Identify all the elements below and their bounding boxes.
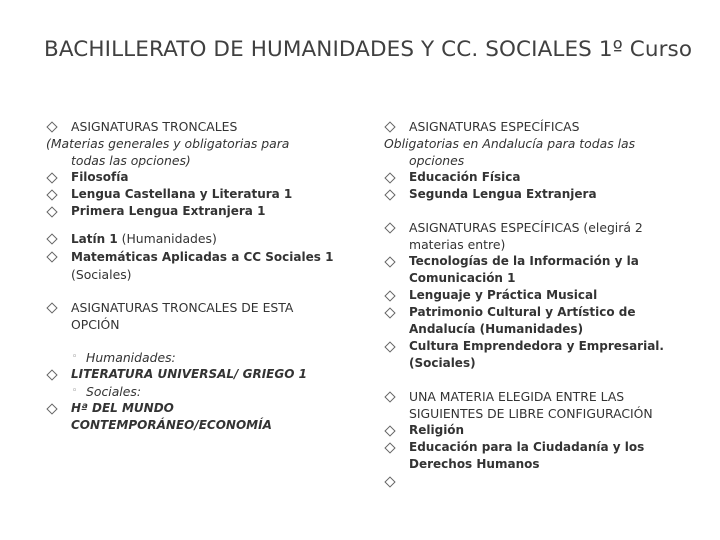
list-item <box>46 299 366 316</box>
opcion-heading-line2: OPCIÓN <box>71 317 120 332</box>
subject-cultura-emprendedora: Cultura Emprendedora y Empresarial.(Sociales) <box>409 339 664 370</box>
list-item <box>46 203 366 220</box>
circle-bullet-icon: ◦ <box>72 386 78 396</box>
list-item <box>384 422 684 439</box>
especificas-note <box>384 135 684 152</box>
list-item <box>46 186 366 203</box>
list-item <box>46 169 366 186</box>
especificas-note-cont <box>384 152 684 169</box>
elegir-heading-line2: materias entre) <box>409 237 506 252</box>
troncales-note-line1: (Materias generales y obligatorias para <box>46 136 290 151</box>
list-item <box>384 219 684 236</box>
list-item <box>384 287 684 304</box>
bullet-icon <box>46 230 60 249</box>
left-column <box>46 118 366 434</box>
subject-latin: Latín 1 <box>71 232 118 246</box>
subject-matematicas: Matemáticas Aplicadas a CC Sociales 1 <box>71 250 334 264</box>
list-item <box>384 186 684 203</box>
bullet-icon <box>384 304 398 323</box>
bullet-icon <box>384 388 398 407</box>
especificas-heading: ASIGNATURAS ESPECÍFICAS <box>409 119 580 134</box>
troncales-note-cont <box>46 152 366 169</box>
subject-primera-lengua: Primera Lengua Extranjera 1 <box>71 204 266 218</box>
matematicas-note: (Sociales) <box>71 267 132 282</box>
bullet-icon <box>384 439 398 458</box>
page-title: BACHILLERATO DE HUMANIDADES Y CC. SOCIALES 1º Curso <box>44 37 693 62</box>
humanidades-label: Humanidades: <box>86 350 176 365</box>
opcion-heading: ASIGNATURAS TRONCALES DE ESTA <box>71 300 294 315</box>
subject-tic: Tecnologías de la Información y la Comunicación 1 <box>409 254 639 285</box>
list-item <box>384 439 684 473</box>
bullet-icon <box>384 338 398 357</box>
troncales-heading: ASIGNATURAS TRONCALES <box>71 119 238 134</box>
list-item <box>384 304 684 338</box>
bullet-icon <box>384 186 398 205</box>
list-item <box>384 118 684 135</box>
subject-religion: Religión <box>409 423 465 437</box>
bullet-icon <box>384 253 398 272</box>
bullet-icon <box>46 203 60 222</box>
list-item <box>46 366 366 383</box>
especificas-note-line2: opciones <box>409 153 465 168</box>
subject-educacion-fisica: Educación Física <box>409 170 521 184</box>
list-item <box>384 338 684 372</box>
list-item <box>384 388 684 422</box>
list-item <box>46 400 366 417</box>
list-item <box>46 118 366 135</box>
list-item <box>46 248 366 266</box>
especificas-note-line1: Obligatorias en Andalucía para todas las <box>384 136 636 151</box>
subject-segunda-lengua: Segunda Lengua Extranjera <box>409 187 597 201</box>
matematicas-note-row <box>46 266 366 283</box>
list-item-empty <box>384 473 684 490</box>
opcion-heading-cont <box>46 316 366 333</box>
list-item <box>46 230 366 248</box>
subject-lenguaje-musical: Lenguaje y Práctica Musical <box>409 288 598 302</box>
sub-item-humanidades <box>46 349 366 366</box>
list-item <box>384 253 684 287</box>
troncales-note <box>46 135 366 152</box>
subject-patrimonio: Patrimonio Cultural y Artístico de Andalucía (Humanidades) <box>409 305 636 336</box>
elegir-heading-cont <box>384 236 684 253</box>
sociales-item-cont <box>46 417 366 434</box>
bullet-icon <box>384 473 398 492</box>
sociales-label: Sociales: <box>86 384 141 399</box>
latin-note: (Humanidades) <box>121 231 217 246</box>
subject-lengua: Lengua Castellana y Literatura 1 <box>71 187 293 201</box>
right-column <box>384 118 684 490</box>
sociales-item-line2: CONTEMPORÁNEO/ECONOMÍA <box>71 418 272 432</box>
humanidades-item: LITERATURA UNIVERSAL/ GRIEGO 1 <box>71 367 307 381</box>
sub-item-sociales <box>46 383 366 400</box>
elegir-heading: ASIGNATURAS ESPECÍFICAS (elegirá 2 <box>409 220 643 235</box>
subject-ciudadania: Educación para la Ciudadanía y los Derechos Humanos <box>409 440 645 471</box>
troncales-note-line2: todas las opciones) <box>71 153 191 168</box>
list-item <box>384 169 684 186</box>
subject-filosofia: Filosofía <box>71 170 129 184</box>
circle-bullet-icon: ◦ <box>72 352 78 362</box>
sociales-item-line1: Hª DEL MUNDO <box>71 401 174 415</box>
libre-heading: UNA MATERIA ELEGIDA ENTRE LAS SIGUIENTES DE LIBRE CONFIGURACIÓN <box>409 389 653 421</box>
bullet-icon <box>46 248 60 267</box>
